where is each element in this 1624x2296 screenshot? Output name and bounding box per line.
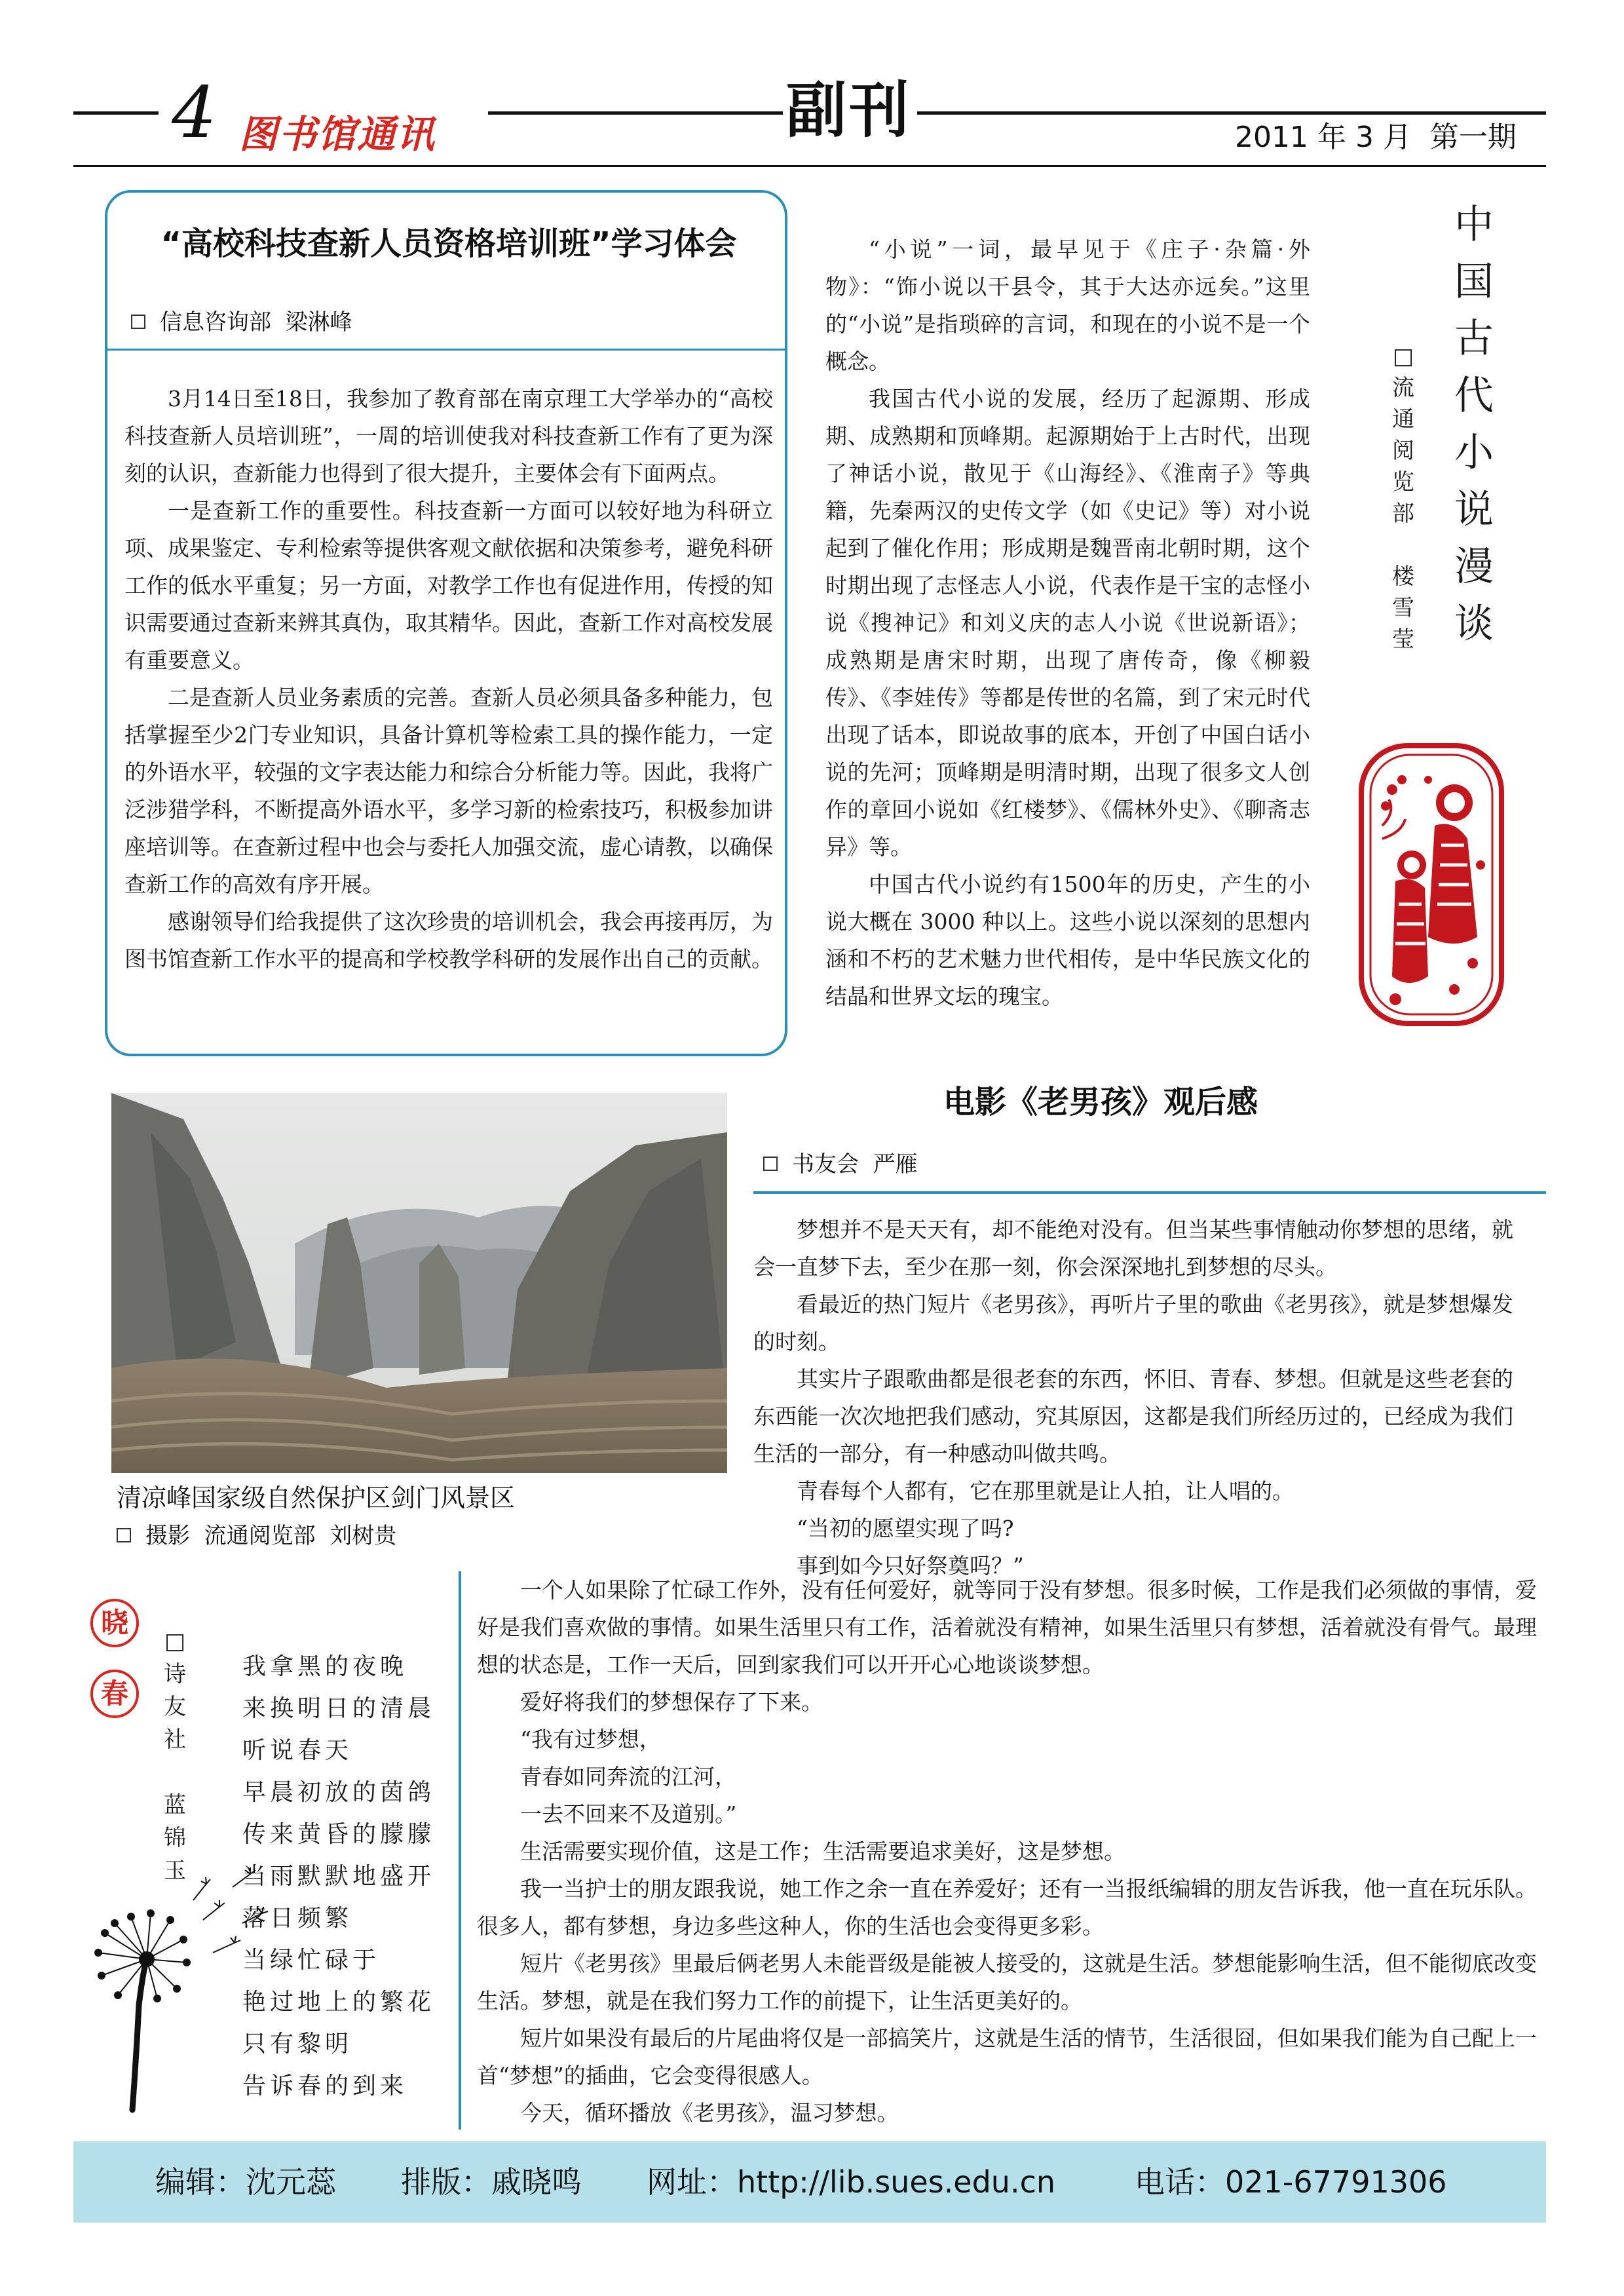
poem-line: 落日频繁 [242,1905,353,1932]
article1-paragraph: 一是查新工作的重要性。科技查新一方面可以较好地为科研立项、成果鉴定、专利检索等提供客观文献依据和决策参考，避免科研工作的低水平重复；另一方面，对教学工作也有促进作用，传授的知识需要通过查新来辨其真伪，取其精华。因此，查新工作对高校发展有重要意义。 [124,498,773,673]
poem-line: 当绿忙碌于 [242,1947,381,1974]
article3-paragraph: 梦想并不是天天有，却不能绝对没有。但当某些事情触动你梦想的思绪，就会一直梦下去，至少在那一刻，你会深深地扎到梦想的尽头。 [753,1217,1513,1280]
article2-title-char: 代 [1454,373,1494,419]
header-underline [73,165,1546,167]
article1-title: “高校科技查新人员资格培训班”学习体会 [161,225,737,262]
article2-title-char: 国 [1454,259,1494,305]
poem-line: 我拿黑的夜晚 [242,1653,408,1680]
newsletter-name: 图书馆通讯 [239,112,436,157]
article2-author-char: 楼 [1392,564,1414,590]
article1-paragraph: 感谢领导们给我提供了这次珍贵的培训机会，我会再接再厉，为图书馆查新工作水平的提高和学校教学科研的发展作出自己的贡献。 [124,909,773,972]
article2-author-char: 莹 [1392,626,1414,653]
article3-paragraph: 短片《老男孩》里最后俩老男人未能晋级是能被人接受的，这就是生活。梦想能影响生活，但不能彻底改变生活。梦想，就是在我们努力工作的前提下，让生活更美好的。 [477,1951,1537,2014]
footer-bar [73,2141,1546,2223]
article2-author-char: 雪 [1392,595,1414,621]
header-rule-right [917,111,1546,115]
article3-paragraph: “我有过梦想， [520,1727,661,1752]
poem-author-char: 蓝 [164,1792,186,1818]
article3-body-top [753,1211,1513,1584]
landscape-photo [111,1093,727,1473]
poem-line: 早晨初放的茵鸽 [242,1779,436,1806]
poem-author-char: 社 [164,1727,186,1753]
article3-paragraph: 今天，循环播放《老男孩》，温习梦想。 [520,2100,899,2126]
article1-byline-text: 信息咨询部 梁淋峰 [160,309,352,335]
poem-line: 来换明日的清晨 [242,1695,436,1722]
poem-line: 当雨默默地盛开 [242,1863,436,1890]
poem-vertical-author [159,1625,191,1887]
section-title: 副刊 [786,75,913,145]
bullet-square-icon [117,1528,131,1542]
article3-paragraph: 一去不回来不及道别。” [520,1801,737,1827]
article3-paragraph: “当初的愿望实现了吗? [797,1516,1014,1541]
article1-byline [131,308,352,337]
article3-paragraph: 看最近的热门短片《老男孩》，再听片子里的歌曲《老男孩》，就是梦想爆发的时刻。 [753,1292,1513,1354]
article1-byline-rule [105,349,787,351]
article1-body [124,380,773,978]
article2-title-char: 小 [1454,430,1494,476]
article3-paragraph: 我一当护士的朋友跟我说，她工作之余一直在养爱好；还有一当报纸编辑的朋友告诉我，他一直在玩乐队。很多人，都有梦想，身边多些这种人，你的生活也会变得更多彩。 [477,1876,1537,1939]
column-divider [459,1571,461,2130]
article2-title-char: 中 [1454,202,1494,248]
poem-author-char: 玉 [164,1858,186,1884]
article2-author-char: 阅 [1392,438,1414,464]
article3-byline-text: 书友会 严雁 [792,1151,918,1177]
bullet-square-icon [763,1157,778,1171]
article3-byline [763,1150,918,1179]
footer-layout: 排版：戚晓鸣 [401,2164,582,2200]
poem-author-char: 锦 [164,1825,186,1851]
footer-editor: 编辑：沈元蕊 [155,2164,336,2200]
article2-title-char: 说 [1454,487,1494,533]
poem-title-char: 晓 [100,1607,128,1639]
page-number: 4 [172,72,217,154]
article3-paragraph: 事到如今只好祭奠吗？” [797,1553,1024,1578]
poem-author-char: 诗 [164,1661,186,1687]
article2-author-char: 览 [1392,469,1414,495]
papercut-illustration [1356,740,1507,1029]
poem-author-char: □ [164,1628,186,1655]
article3-paragraph: 青春如同奔流的江河， [520,1764,736,1789]
article3-paragraph: 爱好将我们的梦想保存了下来。 [520,1689,823,1715]
article2-paragraph: “小说”一词，最早见于《庄子·杂篇·外物》：“饰小说以干县令，其于大达亦远矣。”这里的“小说”是指琐碎的言词，和现在的小说不是一个概念。 [825,237,1310,374]
photo-caption: 清凉峰国家级自然保护区剑门风景区 [117,1483,516,1512]
article3-paragraph: 一个人如果除了忙碌工作外，没有任何爱好，就等同于没有梦想。很多时候，工作是我们必须做的事情，爱好是我们喜欢做的事情。如果生活里只有工作，活着就没有精神，如果生活里只有梦想，活着就没有骨气。最理想的状态是，工作一天后，回到家我们可以开开心心地谈谈梦想。 [477,1577,1537,1677]
article1-paragraph: 二是查新人员业务素质的完善。查新人员必须具备多种能力，包括掌握至少2门专业知识，具备计算机等检索工具的操作能力，一定的外语水平，较强的文字表达能力和综合分析能力等。因此，我将广泛涉猎学科，不断提高外语水平，多学习新的检索技巧，积极参加讲座培训等。在查新过程中也会与委托人加强交流，虚心请教，以确保查新工作的高效有序开展。 [124,685,773,897]
article2-author-char: 通 [1392,406,1414,432]
footer-phone: 电话：021-67791306 [1135,2164,1447,2200]
article2-body [825,231,1310,1015]
article3-paragraph: 生活需要实现价值，这是工作；生活需要追求美好，这是梦想。 [520,1839,1125,1864]
poem-title-char: 春 [100,1677,128,1710]
bullet-square-icon [131,315,145,329]
header-rule-middle [488,111,783,115]
article3-byline-rule [753,1191,1546,1194]
poem-line: 传来黄昏的朦朦 [242,1821,436,1848]
poem-title-char-badge [90,1670,139,1718]
poem-line: 听说春天 [242,1737,353,1764]
poem-line: 只有黎明 [242,2031,353,2057]
article2-paragraph: 我国古代小说的发展，经历了起源期、形成期、成熟期和顶峰期。起源期始于上古时代，出现了神话小说，散见于《山海经》、《淮南子》等典籍，先秦两汉的史传文学（如《史记》等）对小说起到了催化作用；形成期是魏晋南北朝时期，这个时期出现了志怪志人小说，代表作是干宝的志怪小说《搜神记》和刘义庆的志人小说《世说新语》；成熟期是唐宋时期，出现了唐传奇，像《柳毅传》、《李娃传》等都是传世的名篇，到了宋元时代出现了话本，即说故事的底本，开创了中国白话小说的先河；顶峰期是明清时期，出现了很多文人创作的章回小说如《红楼梦》、《儒林外史》、《聊斋志异》等。 [825,386,1310,860]
article2-vertical-title [1438,197,1510,653]
header-rule-left [73,111,159,115]
article2-title-char: 古 [1454,316,1494,362]
article2-vertical-author [1384,341,1423,655]
article3-paragraph: 青春每个人都有，它在那里就是让人拍，让人唱的。 [797,1478,1294,1504]
article3-paragraph: 其实片子跟歌曲都是很老套的东西，怀旧、青春、梦想。但就是这些老套的东西能一次次地把我们感动，究其原因，这都是我们所经历过的，已经成为我们生活的一部分，有一种感动叫做共鸣。 [753,1366,1513,1466]
article2-paragraph: 中国古代小说约有1500年的历史，产生的小说大概在 3000 种以上。这些小说以深刻的思想内涵和不朽的艺术魅力世代相传，是中华民族文化的结晶和世界文坛的瑰宝。 [825,871,1310,1009]
poem-author-char: 友 [164,1694,186,1720]
dandelion-illustration [79,1861,275,2116]
article2-title-char: 谈 [1454,601,1494,647]
article2-author-char: 部 [1392,501,1414,527]
article3-title: 电影《老男孩》观后感 [943,1084,1258,1120]
issue-date: 2011 年 3 月 第一期 [1235,121,1517,154]
article3-paragraph: 短片如果没有最后的片尾曲将仅是一部搞笑片，这就是生活的情节，生活很囧，但如果我们能为自己配上一首“梦想”的插曲，它会变得很感人。 [477,2025,1537,2088]
photo-credit-text: 摄影 流通阅览部 刘树贵 [145,1523,397,1549]
footer-website: 网址：http://lib.sues.edu.cn [647,2164,1056,2200]
article2-title-char: 漫 [1454,544,1494,590]
article2-author-char: □ [1392,343,1414,370]
poem-title-char-badge [90,1599,139,1647]
poem-line: 告诉春的到来 [242,2073,408,2099]
photo-credit [117,1521,396,1550]
article1-paragraph: 3月14日至18日，我参加了教育部在南京理工大学举办的“高校科技查新人员培训班”，一周的培训使我对科技查新工作有了更为深刻的认识，查新能力也得到了很大提升，主要体会有下面两点。 [124,386,773,486]
article2-author-char: 流 [1392,375,1414,401]
poem-line: 艳过地上的繁花 [242,1989,436,2016]
article3-body-bottom [477,1571,1537,2132]
